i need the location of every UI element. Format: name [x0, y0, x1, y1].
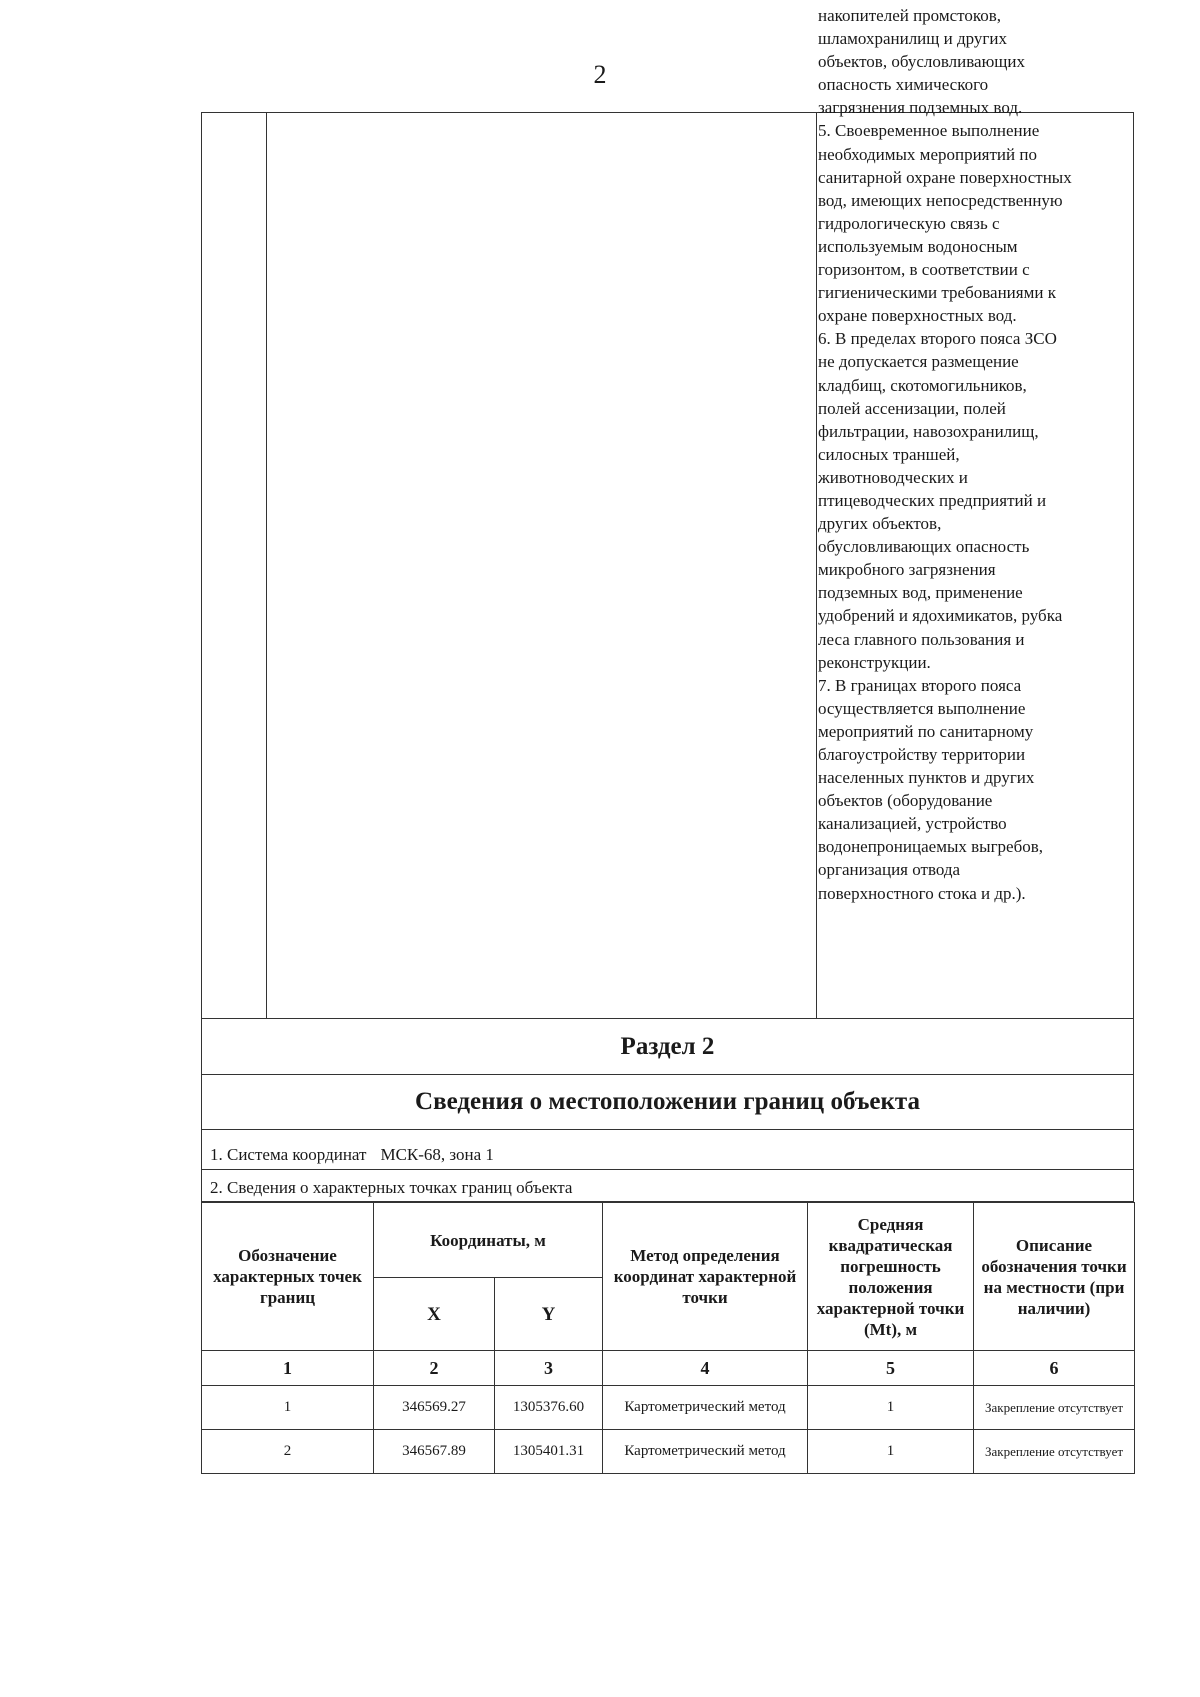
requirements-paragraph: накопителей промстоков, шламохранилищ и других объектов, обусловливающих опасность химического загрязнения подземных вод. — [818, 6, 1025, 118]
requirements-paragraph: 7. В границах второго пояса осуществляется выполнение мероприятий по санитарному благоустройству территории населенных пунктов и других объектов (оборудование канализацией, устройство водонепроницаемых выгребов, организация отвода поверхностного стока и др.). — [818, 675, 1044, 903]
cell-y: 1305401.31 — [495, 1430, 603, 1474]
column-number: 4 — [603, 1351, 808, 1386]
points-table — [201, 1202, 1135, 1474]
header-designation: Обозначение характерных точек границ — [202, 1203, 374, 1351]
requirements-paragraph: 5. Своевременное выполнение необходимых мероприятий по санитарной охране поверхностных вод, имеющих непосредственную гидрологическую связь с используемым водоносным горизонтом, в соответствии с гигиеническими требованиями к охране поверхностных вод. — [818, 121, 1072, 326]
section-2 — [201, 1019, 1134, 1202]
column-number: 5 — [808, 1351, 974, 1386]
page-number: 2 — [593, 60, 607, 89]
section-subtitle: Сведения о местоположении границ объекта — [202, 1075, 1133, 1130]
cell-error: 1 — [808, 1430, 974, 1474]
header-description: Описание обозначения точки на местности (при наличии) — [974, 1203, 1135, 1351]
coord-system-line — [202, 1130, 1133, 1170]
table-row — [202, 1386, 1135, 1430]
cell-x: 346569.27 — [374, 1386, 495, 1430]
column-divider — [816, 113, 817, 1018]
section-title: Раздел 2 — [202, 1019, 1133, 1075]
cell-point: 1 — [202, 1386, 374, 1430]
cell-method: Картометрический метод — [603, 1386, 808, 1430]
cell-description: Закрепление отсутствует — [974, 1430, 1135, 1474]
header-error: Средняя квадратическая погрешность положения характерной точки (Mt), м — [808, 1203, 974, 1351]
column-divider — [266, 113, 267, 1018]
column-number: 2 — [374, 1351, 495, 1386]
header-y: Y — [495, 1278, 603, 1351]
requirements-paragraph: 6. В пределах второго пояса ЗСО не допускается размещение кладбищ, скотомогильников, полей ассенизации, полей фильтрации, навозохранилищ, силосных траншей, животноводческих и птицеводческих предприятий и других объектов, обусловливающих опасность микробного загрязнения подземных вод, применение удобрений и ядохимикатов, рубка леса главного пользования и реконструкции. — [818, 329, 1063, 672]
column-number: 6 — [974, 1351, 1135, 1386]
column-number: 3 — [495, 1351, 603, 1386]
cell-point: 2 — [202, 1430, 374, 1474]
requirements-text — [818, 4, 1133, 905]
points-title: 2. Сведения о характерных точках границ объекта — [202, 1170, 1133, 1202]
header-method: Метод определения координат характерной точки — [603, 1203, 808, 1351]
cell-x: 346567.89 — [374, 1430, 495, 1474]
header-x: X — [374, 1278, 495, 1351]
cell-error: 1 — [808, 1386, 974, 1430]
coord-system-value: МСК-68, зона 1 — [380, 1145, 494, 1164]
cell-y: 1305376.60 — [495, 1386, 603, 1430]
column-number: 1 — [202, 1351, 374, 1386]
cell-description: Закрепление отсутствует — [974, 1386, 1135, 1430]
table-row — [202, 1430, 1135, 1474]
header-coordinates: Координаты, м — [374, 1203, 603, 1278]
cell-method: Картометрический метод — [603, 1430, 808, 1474]
coord-system-label: 1. Система координат — [210, 1145, 367, 1164]
